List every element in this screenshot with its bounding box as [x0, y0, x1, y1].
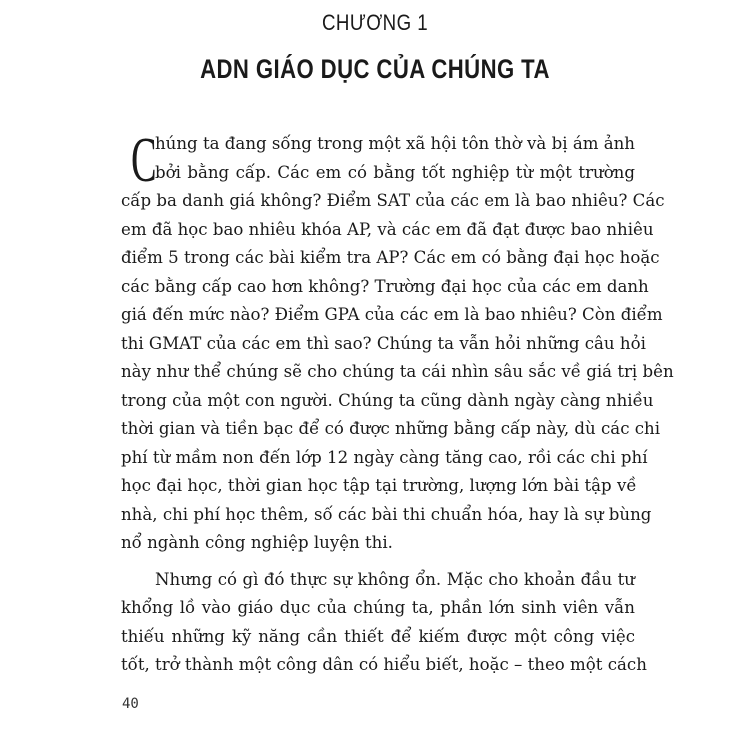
- text-line: trong của một con người. Chúng ta cũng dành ngày càng nhiều: [121, 390, 654, 410]
- text-line: thời gian và tiền bạc để có được những bằng cấp này, dù các chi: [121, 419, 661, 438]
- text-line: húng ta đang sống trong một xã hội tôn thờ và bị ám ảnh: [155, 134, 635, 153]
- chapter-title: ADN GIÁO DỤC CỦA CHÚNG TA: [200, 54, 550, 84]
- drop-cap: C: [131, 124, 157, 195]
- page-number: 40: [122, 696, 139, 712]
- text-line: bởi bằng cấp. Các em có bằng tốt nghiệp từ một trường: [155, 162, 635, 182]
- text-line: học đại học, thời gian học tập tại trường, lượng lớn bài tập về: [121, 476, 637, 495]
- chapter-label: CHƯƠNG 1: [321, 10, 429, 35]
- text-line: Nhưng có gì đó thực sự không ổn. Mặc cho khoản đầu tư: [155, 569, 635, 589]
- text-line: tốt, trở thành một công dân có hiểu biết, hoặc – theo một cách: [121, 655, 647, 674]
- text-line: thiếu những kỹ năng cần thiết để kiếm được một công việc: [121, 626, 635, 646]
- text-line: nhà, chi phí học thêm, số các bài thi chuẩn hóa, hay là sự bùng: [121, 504, 652, 524]
- text-line: thi GMAT của các em thì sao? Chúng ta vẫn hỏi những câu hỏi: [121, 333, 646, 353]
- body-text: [121, 124, 674, 680]
- text-line: em đã học bao nhiêu khóa AP, và các em đã đạt được bao nhiêu: [121, 219, 654, 239]
- text-line: giá đến mức nào? Điểm GPA của các em là bao nhiêu? Còn điểm: [121, 305, 663, 324]
- text-line: này như thể chúng sẽ cho chúng ta cái nhìn sâu sắc về giá trị bên: [121, 362, 674, 381]
- paragraph-1: [121, 124, 674, 558]
- text-line: cấp ba danh giá không? Điểm SAT của các em là bao nhiêu? Các: [121, 191, 665, 210]
- text-line: khổng lồ vào giáo dục của chúng ta, phần lớn sinh viên vẫn: [121, 598, 635, 617]
- paragraph-2: [121, 566, 647, 680]
- text-line: nổ ngành công nghiệp luyện thi.: [121, 533, 393, 552]
- text-line: phí từ mầm non đến lớp 12 ngày càng tăng cao, rồi các chi phí: [121, 447, 648, 467]
- text-line: điểm 5 trong các bài kiểm tra AP? Các em có bằng đại học hoặc: [121, 248, 660, 267]
- text-line: các bằng cấp cao hơn không? Trường đại học của các em danh: [121, 276, 649, 296]
